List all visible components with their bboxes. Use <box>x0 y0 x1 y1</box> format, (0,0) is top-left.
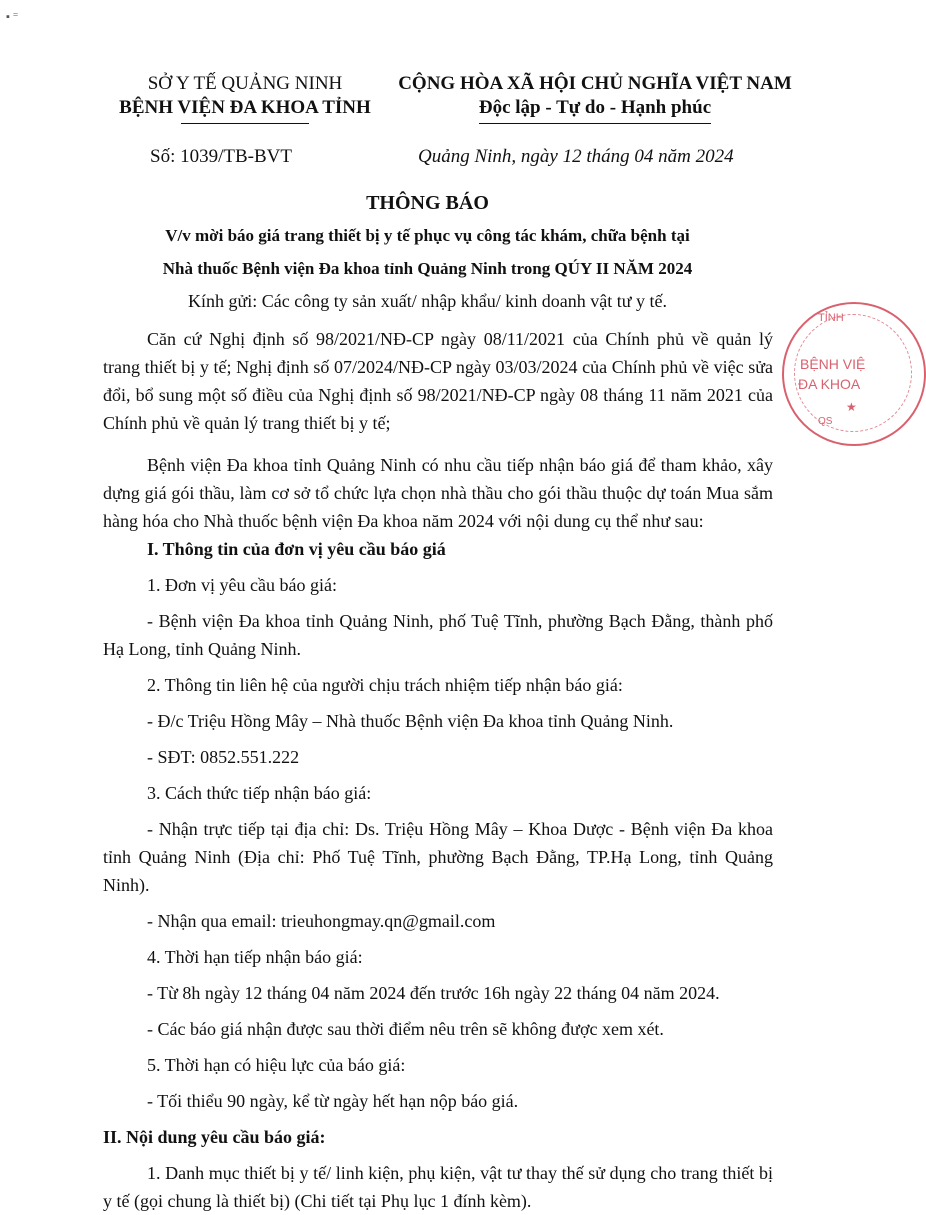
section-1-item-2-contact: - Đ/c Triệu Hồng Mây – Nhà thuốc Bệnh viện Đa khoa tỉnh Quảng Ninh. <box>147 711 674 731</box>
section-1-item-1-detail: - Bệnh viện Đa khoa tỉnh Quảng Ninh, phố Tuệ Tĩnh, phường Bạch Đằng, thành phố Hạ Long, tỉnh Quảng Ninh. <box>103 611 773 659</box>
recipient-line: Kính gửi: Các công ty sản xuất/ nhập khẩu/ kinh doanh vật tư y tế. <box>188 291 667 311</box>
paragraph-purpose: Bệnh viện Đa khoa tỉnh Quảng Ninh có nhu cầu tiếp nhận báo giá để tham khảo, xây dựng giá gói thầu, làm cơ sở tổ chức lựa chọn nhà thầu cho gói thầu thuộc dự toán Mua sắm hàng hóa cho Nhà thuốc bệnh viện Đa khoa năm 2024 với nội dung cụ thể như sau: <box>103 455 773 531</box>
org-underline <box>181 123 309 124</box>
document-title: THÔNG BÁO <box>366 192 489 214</box>
subtitle-line-2: Nhà thuốc Bệnh viện Đa khoa tỉnh Quảng Ninh trong QÚY II NĂM 2024 <box>162 259 693 278</box>
section-1-item-5: 5. Thời hạn có hiệu lực của báo giá: <box>147 1055 406 1075</box>
section-2-heading: II. Nội dung yêu cầu báo giá: <box>103 1127 326 1147</box>
subtitle-line-1: V/v mời báo giá trang thiết bị y tế phục vụ công tác khám, chữa bệnh tại <box>165 226 690 245</box>
section-1-item-3-direct: - Nhận trực tiếp tại địa chỉ: Ds. Triệu Hồng Mây – Khoa Dược - Bệnh viện Đa khoa tỉnh Quảng Ninh (Địa chỉ: Phố Tuệ Tĩnh, phường Bạch Đằng, TP.Hạ Long, tỉnh Quảng Ninh). <box>103 819 773 895</box>
seal-text-line-2: ĐA KHOA <box>798 376 861 392</box>
paragraph-legal-basis: Căn cứ Nghị định số 98/2021/NĐ-CP ngày 08/11/2021 của Chính phủ về quản lý trang thiết bị y tế; Nghị định số 07/2024/NĐ-CP ngày 03/03/2024 của Chính phủ về việc sửa đổi, bổ sung một số điều của Nghị định số 98/2021/NĐ-CP ngày 08 tháng 11 năm 2021 của Chính phủ về quản lý trang thiết bị y tế; <box>103 329 773 433</box>
motto-line-2: Độc lập - Tự do - Hạnh phúc <box>478 97 712 118</box>
section-1-heading: I. Thông tin của đơn vị yêu cầu báo giá <box>147 539 446 559</box>
section-1-item-4-note: - Các báo giá nhận được sau thời điểm nêu trên sẽ không được xem xét. <box>147 1019 664 1039</box>
section-1-item-3-email: - Nhận qua email: trieuhongmay.qn@gmail.com <box>147 911 496 931</box>
official-seal <box>782 302 926 446</box>
motto-underline <box>479 123 711 124</box>
seal-inner-ring <box>794 314 912 432</box>
section-1-item-4-period: - Từ 8h ngày 12 tháng 04 năm 2024 đến trước 16h ngày 22 tháng 04 năm 2024. <box>147 983 720 1003</box>
section-1-item-2: 2. Thông tin liên hệ của người chịu trách nhiệm tiếp nhận báo giá: <box>147 675 623 695</box>
section-1-item-5-detail: - Tối thiểu 90 ngày, kể từ ngày hết hạn nộp báo giá. <box>147 1091 519 1111</box>
seal-top-text: TỈNH <box>818 312 844 324</box>
org-line-2: BỆNH VIỆN ĐA KHOA TỈNH <box>119 97 371 118</box>
org-line-1: SỞ Y TẾ QUẢNG NINH <box>147 73 343 94</box>
seal-text-line-1: BỆNH VIỆ <box>800 356 866 372</box>
section-1-item-3: 3. Cách thức tiếp nhận báo giá: <box>147 783 372 803</box>
place-date: Quảng Ninh, ngày 12 tháng 04 năm 2024 <box>418 146 734 167</box>
section-1-item-1: 1. Đơn vị yêu cầu báo giá: <box>147 575 337 595</box>
section-1-item-4: 4. Thời hạn tiếp nhận báo giá: <box>147 947 363 967</box>
section-2-item-1: 1. Danh mục thiết bị y tế/ linh kiện, phụ kiện, vật tư thay thế sử dụng cho trang thiết bị y tế (gọi chung là thiết bị) (Chi tiết tại Phụ lục 1 đính kèm). <box>103 1163 773 1211</box>
document-number: Số: 1039/TB-BVT <box>150 146 292 167</box>
motto-line-1: CỘNG HÒA XÃ HỘI CHỦ NGHĨA VIỆT NAM <box>398 73 792 94</box>
issuing-organization <box>95 72 395 124</box>
national-motto <box>385 72 805 124</box>
section-1-item-2-phone: - SĐT: 0852.551.222 <box>147 747 300 767</box>
seal-bottom-text: QS <box>818 416 833 427</box>
seal-star-icon: ★ <box>846 400 857 414</box>
scan-mark: ▪ ⁼ <box>6 11 19 23</box>
document-body <box>103 325 773 1215</box>
